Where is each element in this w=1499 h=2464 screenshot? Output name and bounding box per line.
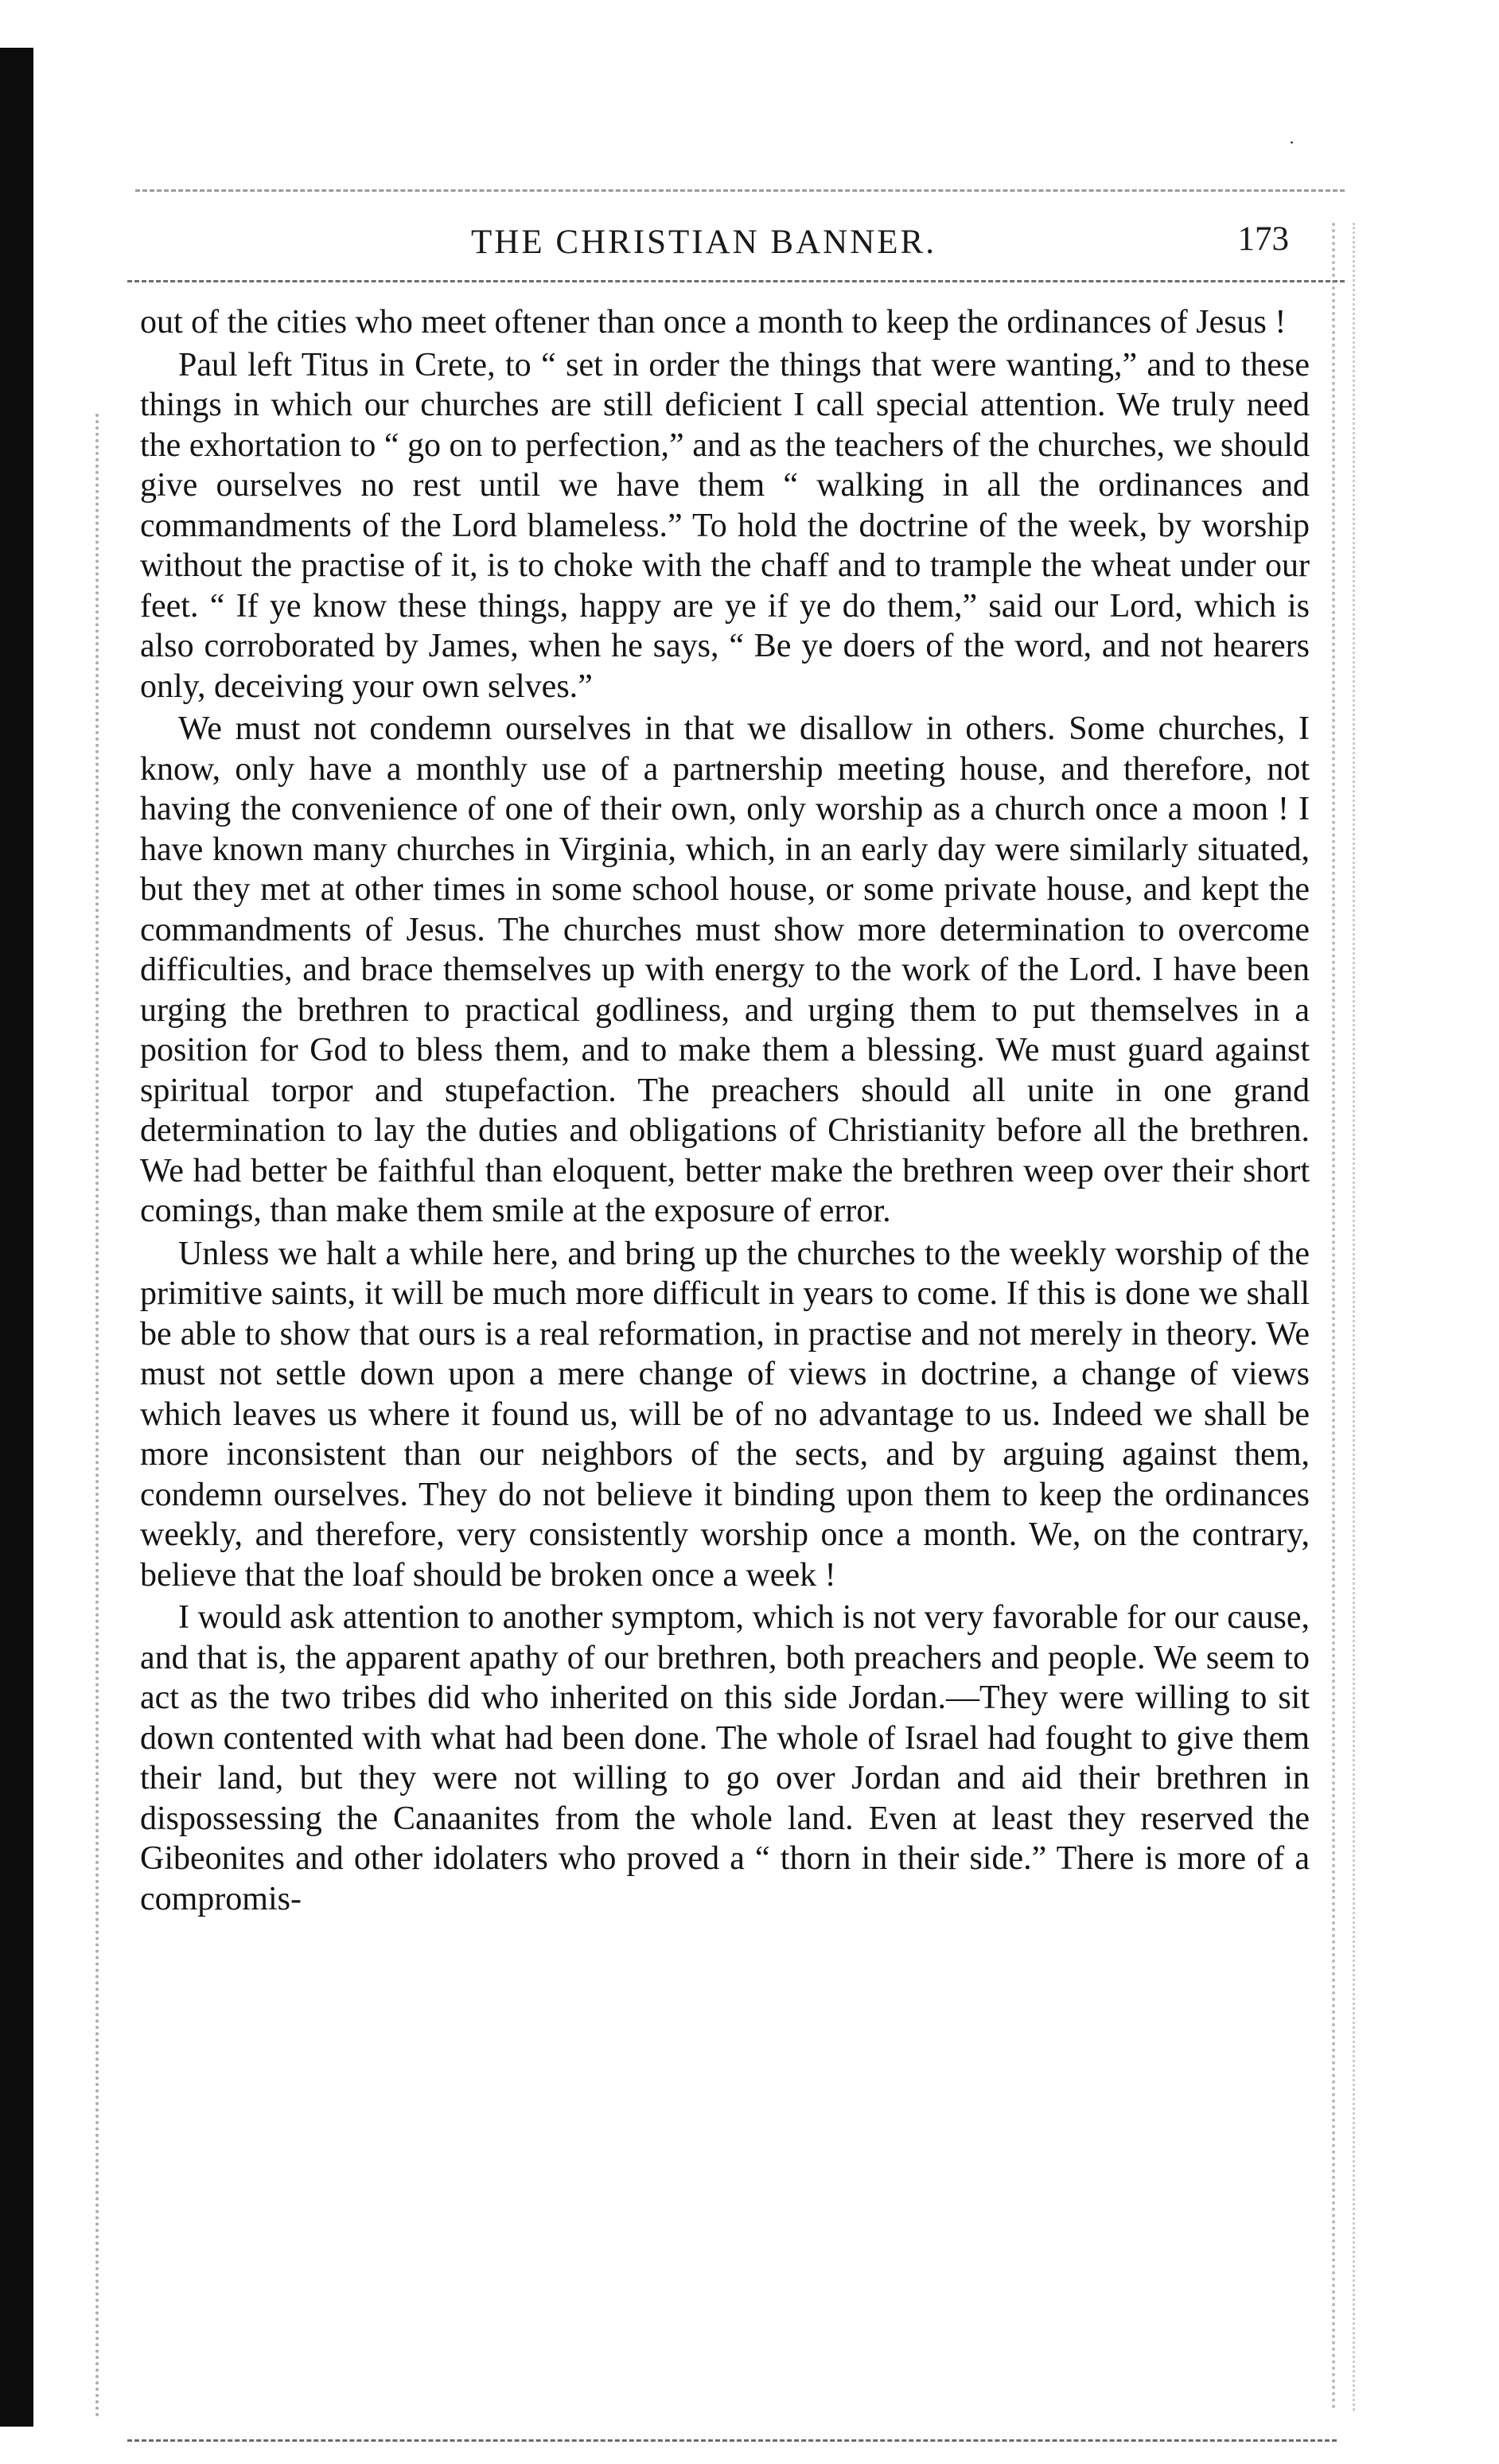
binding-edge [0, 48, 33, 2427]
page-header-title: THE CHRISTIAN BANNER. [471, 224, 936, 261]
paragraph-continuation: out of the cities who meet oftener than once a month to keep the ordinances of Jesus ! [140, 304, 1287, 341]
article-body [140, 302, 1310, 1921]
paragraph-apathy: I would ask attention to another symptom, which is not very favorable for our cause, and that is, the apparent apathy of our brethren, both preachers and people. We seem to act as the two tribes did who inherited on this side Jordan.—They were willing to sit down contented with what had been done. The whole of Israel had fought to give them their land, but they were not willing to go over Jordan and aid their brethren in dispossessing the Canaanites from the whole land. Even at least they reserved the Gibeonites and other idolaters who proved a “ thorn in their side.” There is more of a compromis- [140, 1599, 1310, 1917]
paragraph-halt: Unless we halt a while here, and bring up the churches to the weekly worship of the primitive saints, it will be much more difficult in years to come. If this is done we shall be able to show that ours is a real reformation, in practise and not merely in theory. We must not settle down upon a mere change of views in doctrine, a change of views which leaves us where it found us, will be of no advantage to us. Indeed we shall be more inconsistent than our neighbors of the sects, and by arguing against them, condemn ourselves. They do not believe it binding upon them to keep the ordinances weekly, and therefore, very consistently worship once a month. We, on the contrary, believe that the loaf should be broken once a week ! [140, 1235, 1310, 1594]
page-number: 173 [1237, 220, 1289, 258]
header-rule [127, 280, 1345, 286]
bottom-rule [127, 2439, 1337, 2445]
running-head [127, 216, 1353, 272]
right-margin-marks [1332, 223, 1355, 2411]
left-margin-marks [95, 414, 111, 2419]
ink-speck: · [1289, 134, 1295, 154]
top-decorative-rule [135, 189, 1345, 203]
paragraph-titus: Paul left Titus in Crete, to “ set in order the things that were wanting,” and to these things in which our churches are still deficient I call special attention. We truly need the exhortation to “ go on to perfection,” and as the teachers of the churches, we should give ourselves no rest until we have them “ walking in all the ordinances and commandments of the Lord blameless.” To hold the doctrine of the week, by worship without the practise of it, is to choke with the chaff and to trample the wheat under our feet. “ If ye know these things, happy are ye if ye do them,” said our Lord, which is also corroborated by James, when he says, “ Be ye doers of the word, and not hearers only, deceiving your own selves.” [140, 346, 1310, 705]
paragraph-condemn: We must not condemn ourselves in that we disallow in others. Some churches, I know, only have a monthly use of a partnership meeting house, and therefore, not having the convenience of one of their own, only worship as a church once a moon ! I have known many churches in Virginia, which, in an early day were similarly situated, but they met at other times in some school house, or some private house, and kept the commandments of Jesus. The churches must show more determination to overcome difficulties, and brace themselves up with energy to the work of the Lord. I have been urging the brethren to practical godliness, and urging them to put themselves in a position for God to bless them, and to make them a blessing. We must guard against spiritual torpor and stupefaction. The preachers should all unite in one grand determination to lay the duties and obligations of Christianity before all the brethren. We had better be faithful than eloquent, better make the brethren weep over their short comings, than make them smile at the exposure of error. [140, 710, 1310, 1229]
